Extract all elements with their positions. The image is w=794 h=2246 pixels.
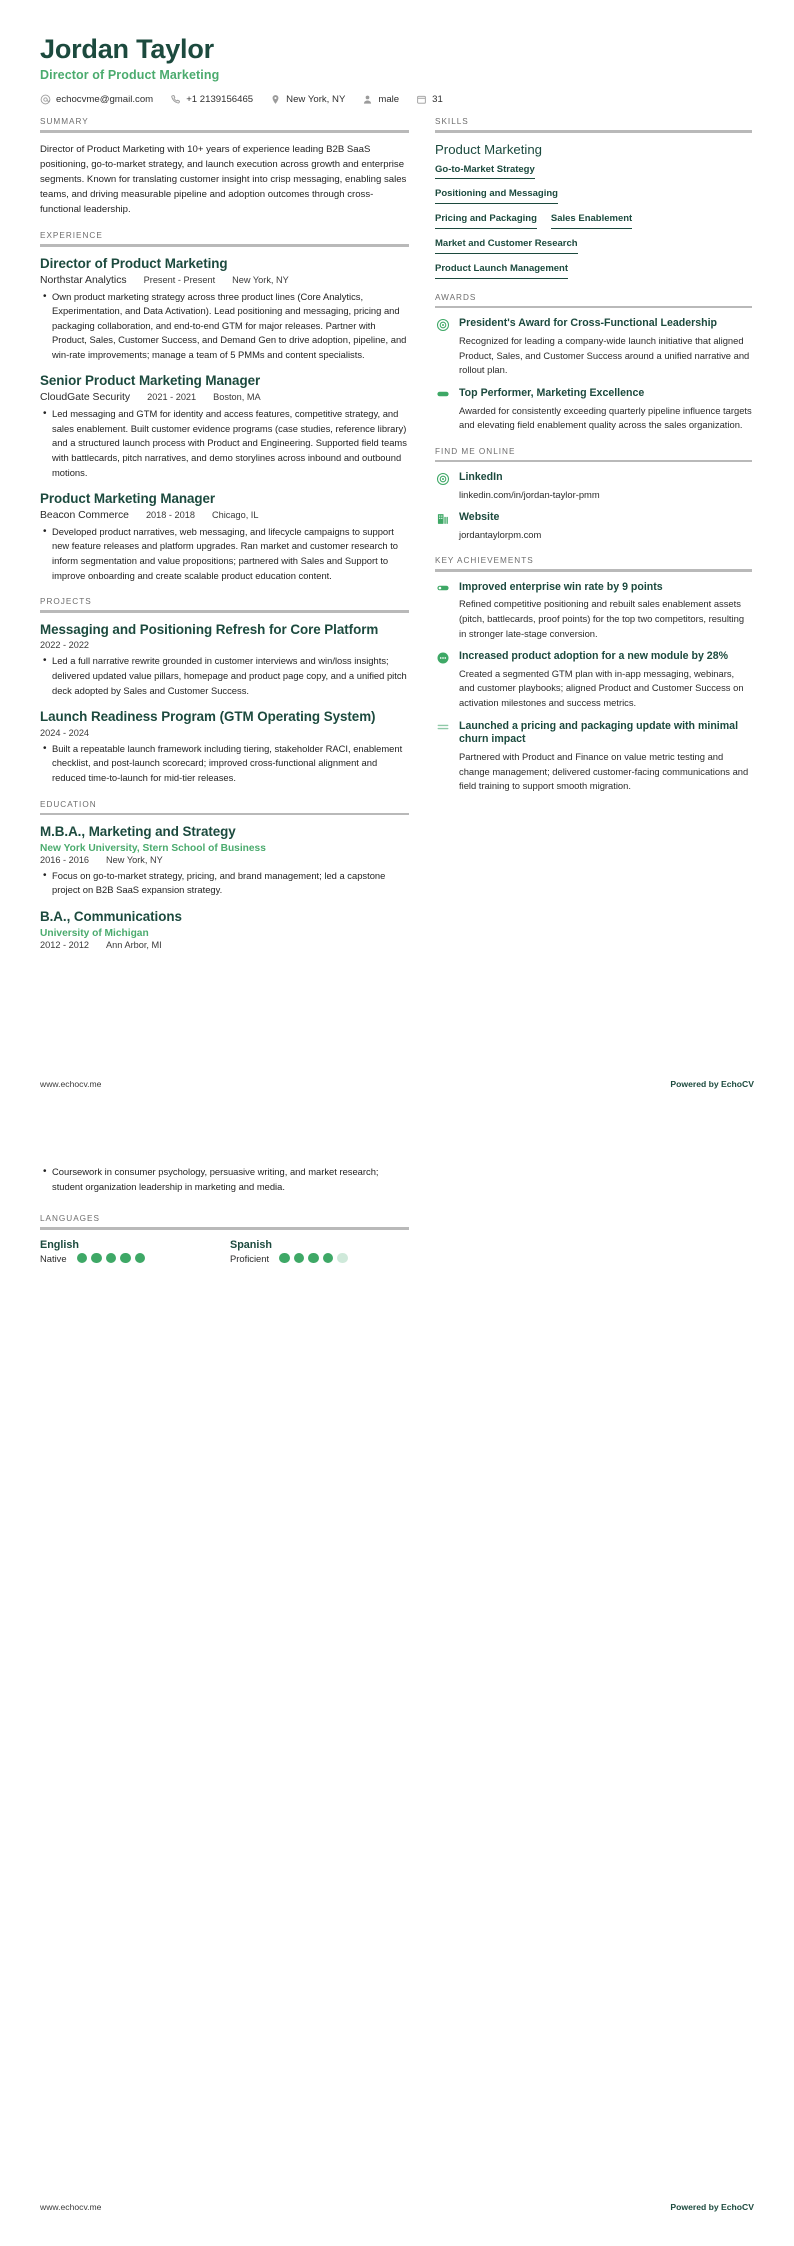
language-level-row: [230, 1253, 420, 1264]
education-school: New York University, Stern School of Business: [40, 842, 266, 854]
rating-dot: [135, 1253, 146, 1264]
pill-icon: [435, 387, 450, 402]
rating-dot: [323, 1253, 334, 1264]
education-entry: [40, 824, 409, 898]
experience-org: Beacon Commerce: [40, 509, 129, 521]
education-dates: 2012 - 2012: [40, 939, 90, 950]
language-rating-dots: [77, 1253, 146, 1264]
phone-icon: [170, 94, 181, 105]
award-description: Awarded for consistently exceeding quarterly pipeline influence targets and elevating field enablement quality across the sales organization.: [459, 404, 752, 431]
education-location: Ann Arbor, MI: [106, 939, 162, 950]
experience-meta: [40, 275, 409, 286]
achievement-description: Partnered with Product and Finance on value metric testing and change management; delivered customer-facing communications and field training to support smooth migration.: [459, 751, 749, 792]
award-item: [435, 317, 752, 378]
achievement-name: Launched a pricing and packaging update with minimal churn impact: [459, 719, 739, 746]
achievement-item: [435, 720, 752, 794]
online-link-item[interactable]: [435, 511, 752, 542]
section-projects: [40, 597, 409, 785]
skill-chip: Sales Enablement: [551, 213, 632, 229]
section-title-languages: LANGUAGES: [40, 1214, 100, 1224]
achievement-name: Improved enterprise win rate by 9 points: [459, 580, 663, 593]
online-link-label: LinkedIn: [459, 471, 503, 484]
skill-chip: Pricing and Packaging: [435, 213, 537, 229]
bullet: • Built a repeatable launch framework including tiering, stakeholder RACI, enablement checklist, and post-launch scorecard; improved cross-functional alignment and reduced time-to-launch for mid-tier releases.: [52, 742, 409, 786]
experience-role: Senior Product Marketing Manager: [40, 373, 261, 389]
section-title-experience: EXPERIENCE: [40, 231, 103, 241]
achievement-item: [435, 581, 752, 642]
online-link-body: [459, 511, 752, 542]
section-find-me-online: [435, 447, 752, 542]
skill-chip: Product Launch Management: [435, 263, 568, 279]
bullet: • Led messaging and GTM for identity and access features, competitive strategy, and sales enablement. Built customer evidence programs (case studies, reference library) and a structured launch process with Product and Engineering. Supported field teams with battlecards, pitch narratives, and demo storylines across inbound and outbound motions.: [52, 407, 409, 480]
location-icon: [270, 94, 281, 105]
experience-bullets: [40, 290, 409, 363]
rating-dot: [294, 1253, 305, 1264]
skill-row: [435, 263, 752, 279]
contact-age-value: 31: [432, 94, 443, 106]
bullet: • Own product marketing strategy across three product lines (Core Analytics, Experimentation, and Data Activation). Lead positioning and messaging, pricing and packaging collaboration, and end-to-end GTM for major releases. Partner with Product, Sales, Customer Success, and Demand Gen to drive adoption, pipeline, and win-rate improvements; manage a team of 5 PMMs and content specialists.: [52, 290, 409, 363]
section-title-summary: SUMMARY: [40, 117, 89, 127]
education-school: University of Michigan: [40, 927, 149, 939]
contact-row: [40, 94, 754, 105]
skill-chip: Positioning and Messaging: [435, 188, 558, 204]
contact-phone[interactable]: [170, 94, 253, 105]
skill-chip: Go-to-Market Strategy: [435, 164, 535, 180]
language-level-row: [40, 1253, 230, 1264]
bullet: • Coursework in consumer psychology, persuasive writing, and market research; student organization leadership in marketing and media.: [52, 1165, 409, 1194]
languages-grid: [40, 1239, 409, 1264]
section-rule: [435, 569, 752, 572]
education-dates: 2016 - 2016: [40, 854, 90, 865]
project-entry: [40, 709, 409, 785]
achievement-description: Created a segmented GTM plan with in-app messaging, webinars, and customer playbooks; aligned Product and Customer Success on activation milestones and success metrics.: [459, 667, 744, 709]
education-bullets: [40, 869, 409, 898]
project-name: Messaging and Positioning Refresh for Core Platform: [40, 621, 379, 637]
education-degree: B.A., Communications: [40, 909, 182, 925]
experience-entry: [40, 491, 409, 583]
experience-role: Director of Product Marketing: [40, 255, 228, 271]
section-rule: [435, 130, 752, 133]
section-languages: [40, 1214, 409, 1264]
section-rule: [40, 1227, 409, 1230]
section-rule: [435, 460, 752, 463]
rating-dot: [91, 1253, 102, 1264]
section-rule: [40, 244, 409, 247]
experience-location: Chicago, IL: [211, 509, 259, 520]
experience-role: Product Marketing Manager: [40, 491, 216, 507]
online-link-body: [459, 471, 752, 502]
skill-group-title: Product Marketing: [435, 141, 543, 157]
skill-chip: Market and Customer Research: [435, 238, 578, 254]
education-degree: M.B.A., Marketing and Strategy: [40, 824, 236, 840]
skill-rows: [435, 164, 752, 279]
experience-dates: Present - Present: [143, 274, 216, 285]
target-icon: [435, 317, 450, 332]
education-bullets-continued: [40, 1165, 409, 1194]
education-meta: [40, 940, 409, 950]
section-summary: [40, 117, 409, 217]
award-name: Top Performer, Marketing Excellence: [459, 386, 645, 399]
contact-gender-value: male: [378, 94, 400, 106]
award-body: [459, 317, 752, 378]
language-level: Proficient: [230, 1252, 270, 1264]
experience-dates: 2018 - 2018: [145, 509, 195, 520]
footer-website[interactable]: www.echocv.me: [40, 1079, 102, 1089]
language-rating-dots: [279, 1253, 348, 1264]
section-education-continued: [40, 1165, 409, 1194]
project-bullets: [40, 654, 409, 698]
skill-row: [435, 164, 752, 180]
award-description: Recognized for leading a company-wide launch initiative that aligned Product, Sales, and Customer Success around a unified narrative and rollout plan.: [459, 335, 750, 376]
section-title-education: EDUCATION: [40, 799, 97, 809]
section-rule: [40, 813, 409, 816]
email-icon: [40, 94, 51, 105]
left-column: [40, 117, 435, 964]
section-rule: [40, 610, 409, 613]
experience-bullets: [40, 525, 409, 583]
resume-sheet-2: [0, 1123, 794, 2246]
education-location: New York, NY: [106, 854, 163, 865]
page-footer: [40, 1079, 754, 1089]
contact-gender: [362, 94, 399, 105]
project-entry: [40, 622, 409, 698]
achievement-name: Increased product adoption for a new module by 28%: [459, 650, 729, 663]
bullet: • Developed product narratives, web messaging, and lifecycle campaigns to support new feature releases and platform upgrades. Ran market and customer research to inform segmentation and value propositions; partnered with Sales and Support to improve onboarding and create scalable product education content.: [52, 525, 409, 583]
experience-org: CloudGate Security: [40, 392, 131, 404]
body-columns: [40, 117, 754, 964]
language-level: Native: [40, 1252, 67, 1264]
online-link-value: jordantaylorpm.com: [459, 528, 542, 540]
award-body: [459, 387, 752, 433]
language-name: English: [40, 1238, 79, 1251]
online-link-item[interactable]: [435, 471, 752, 502]
education-entry: [40, 909, 409, 950]
section-key-achievements: [435, 556, 752, 794]
person-icon: [362, 94, 373, 105]
candidate-role: Director of Product Marketing: [40, 68, 220, 83]
summary-text: Director of Product Marketing with 10+ years of experience leading B2B SaaS positioning, go-to-market strategy, and launch execution across growth and enterprise segments. Known for translating customer insight into crisp messaging, enabling sales teams, and driving measurable pipeline and adoption outcomes through cross-functional leadership.: [40, 143, 407, 216]
section-rule: [435, 306, 752, 309]
building-icon: [435, 511, 450, 526]
target-icon: [435, 471, 450, 486]
section-title-awards: AWARDS: [435, 292, 477, 302]
footer-brand: Powered by EchoCV: [670, 1079, 754, 1089]
project-bullets: [40, 742, 409, 786]
section-title-projects: PROJECTS: [40, 597, 92, 607]
section-title-key-achievements: KEY ACHIEVEMENTS: [435, 556, 534, 566]
contact-location: [270, 94, 345, 105]
contact-location-value: New York, NY: [286, 94, 346, 106]
award-name: President's Award for Cross-Functional Leadership: [459, 317, 717, 330]
contact-phone-value: +1 2139156465: [186, 94, 254, 106]
experience-entry: [40, 256, 409, 363]
rating-dot: [308, 1253, 319, 1264]
education-meta: [40, 855, 409, 865]
experience-location: New York, NY: [232, 274, 289, 285]
rating-dot: [77, 1253, 88, 1264]
project-name: Launch Readiness Program (GTM Operating System): [40, 709, 376, 725]
online-link-label: Website: [459, 511, 500, 524]
experience-dates: 2021 - 2021: [147, 392, 197, 403]
section-awards: [435, 293, 752, 433]
experience-location: Boston, MA: [213, 392, 261, 403]
achievement-body: [459, 581, 752, 642]
contact-email-value: echocvme@gmail.com: [56, 94, 154, 106]
language-item: [230, 1239, 420, 1264]
achievement-item: [435, 650, 752, 711]
project-dates: 2022 - 2022: [40, 640, 90, 651]
section-education: [40, 800, 409, 950]
toggle-icon: [435, 581, 450, 596]
right-column: [435, 117, 752, 808]
rating-dot: [120, 1253, 131, 1264]
award-item: [435, 387, 752, 433]
project-meta: [40, 728, 409, 738]
section-rule: [40, 130, 409, 133]
skill-row: [435, 188, 752, 204]
bullet: • Focus on go-to-market strategy, pricing, and brand management; led a capstone project on B2B SaaS expansion strategy.: [52, 869, 409, 898]
left-column-page2: [40, 1165, 435, 1278]
skill-row: [435, 238, 752, 254]
experience-org: Northstar Analytics: [40, 274, 127, 286]
section-title-find-me-online: FIND ME ONLINE: [435, 446, 516, 456]
section-title-skills: SKILLS: [435, 117, 469, 127]
dots-circle-icon: [435, 650, 450, 665]
experience-meta: [40, 510, 409, 521]
achievement-body: [459, 720, 752, 794]
language-name: Spanish: [230, 1238, 272, 1251]
rating-dot: [106, 1253, 117, 1264]
rating-dot-empty: [337, 1253, 348, 1264]
experience-entry: [40, 373, 409, 480]
project-dates: 2024 - 2024: [40, 727, 90, 738]
contact-age: [416, 94, 443, 105]
achievement-description: Refined competitive positioning and rebuilt sales enablement assets (pitch, battlecards, proof points) for the top two competitors, resulting in stronger late-stage conversion.: [459, 598, 745, 639]
language-item: [40, 1239, 230, 1264]
online-link-value: linkedin.com/in/jordan-taylor-pmm: [459, 489, 600, 501]
rating-dot: [279, 1253, 290, 1264]
bullet: • Led a full narrative rewrite grounded in customer interviews and win/loss insights; delivered updated value pillars, homepage and product page copy, and a unified pitch deck adopted by Sales and Customer Success.: [52, 654, 409, 698]
section-skills: [435, 117, 752, 279]
footer-website[interactable]: www.echocv.me: [40, 2202, 102, 2212]
page-footer: [40, 2202, 754, 2212]
experience-meta: [40, 392, 409, 403]
equals-icon: [435, 720, 450, 735]
resume-header: [40, 34, 754, 105]
candidate-name: Jordan Taylor: [40, 34, 214, 64]
skill-row: [435, 213, 752, 229]
section-experience: [40, 231, 409, 583]
calendar-icon: [416, 94, 427, 105]
experience-bullets: [40, 407, 409, 480]
contact-email[interactable]: [40, 94, 153, 105]
project-meta: [40, 640, 409, 650]
achievement-body: [459, 650, 752, 711]
footer-brand: Powered by EchoCV: [670, 2202, 754, 2212]
body-columns-page2: [40, 1165, 754, 1278]
